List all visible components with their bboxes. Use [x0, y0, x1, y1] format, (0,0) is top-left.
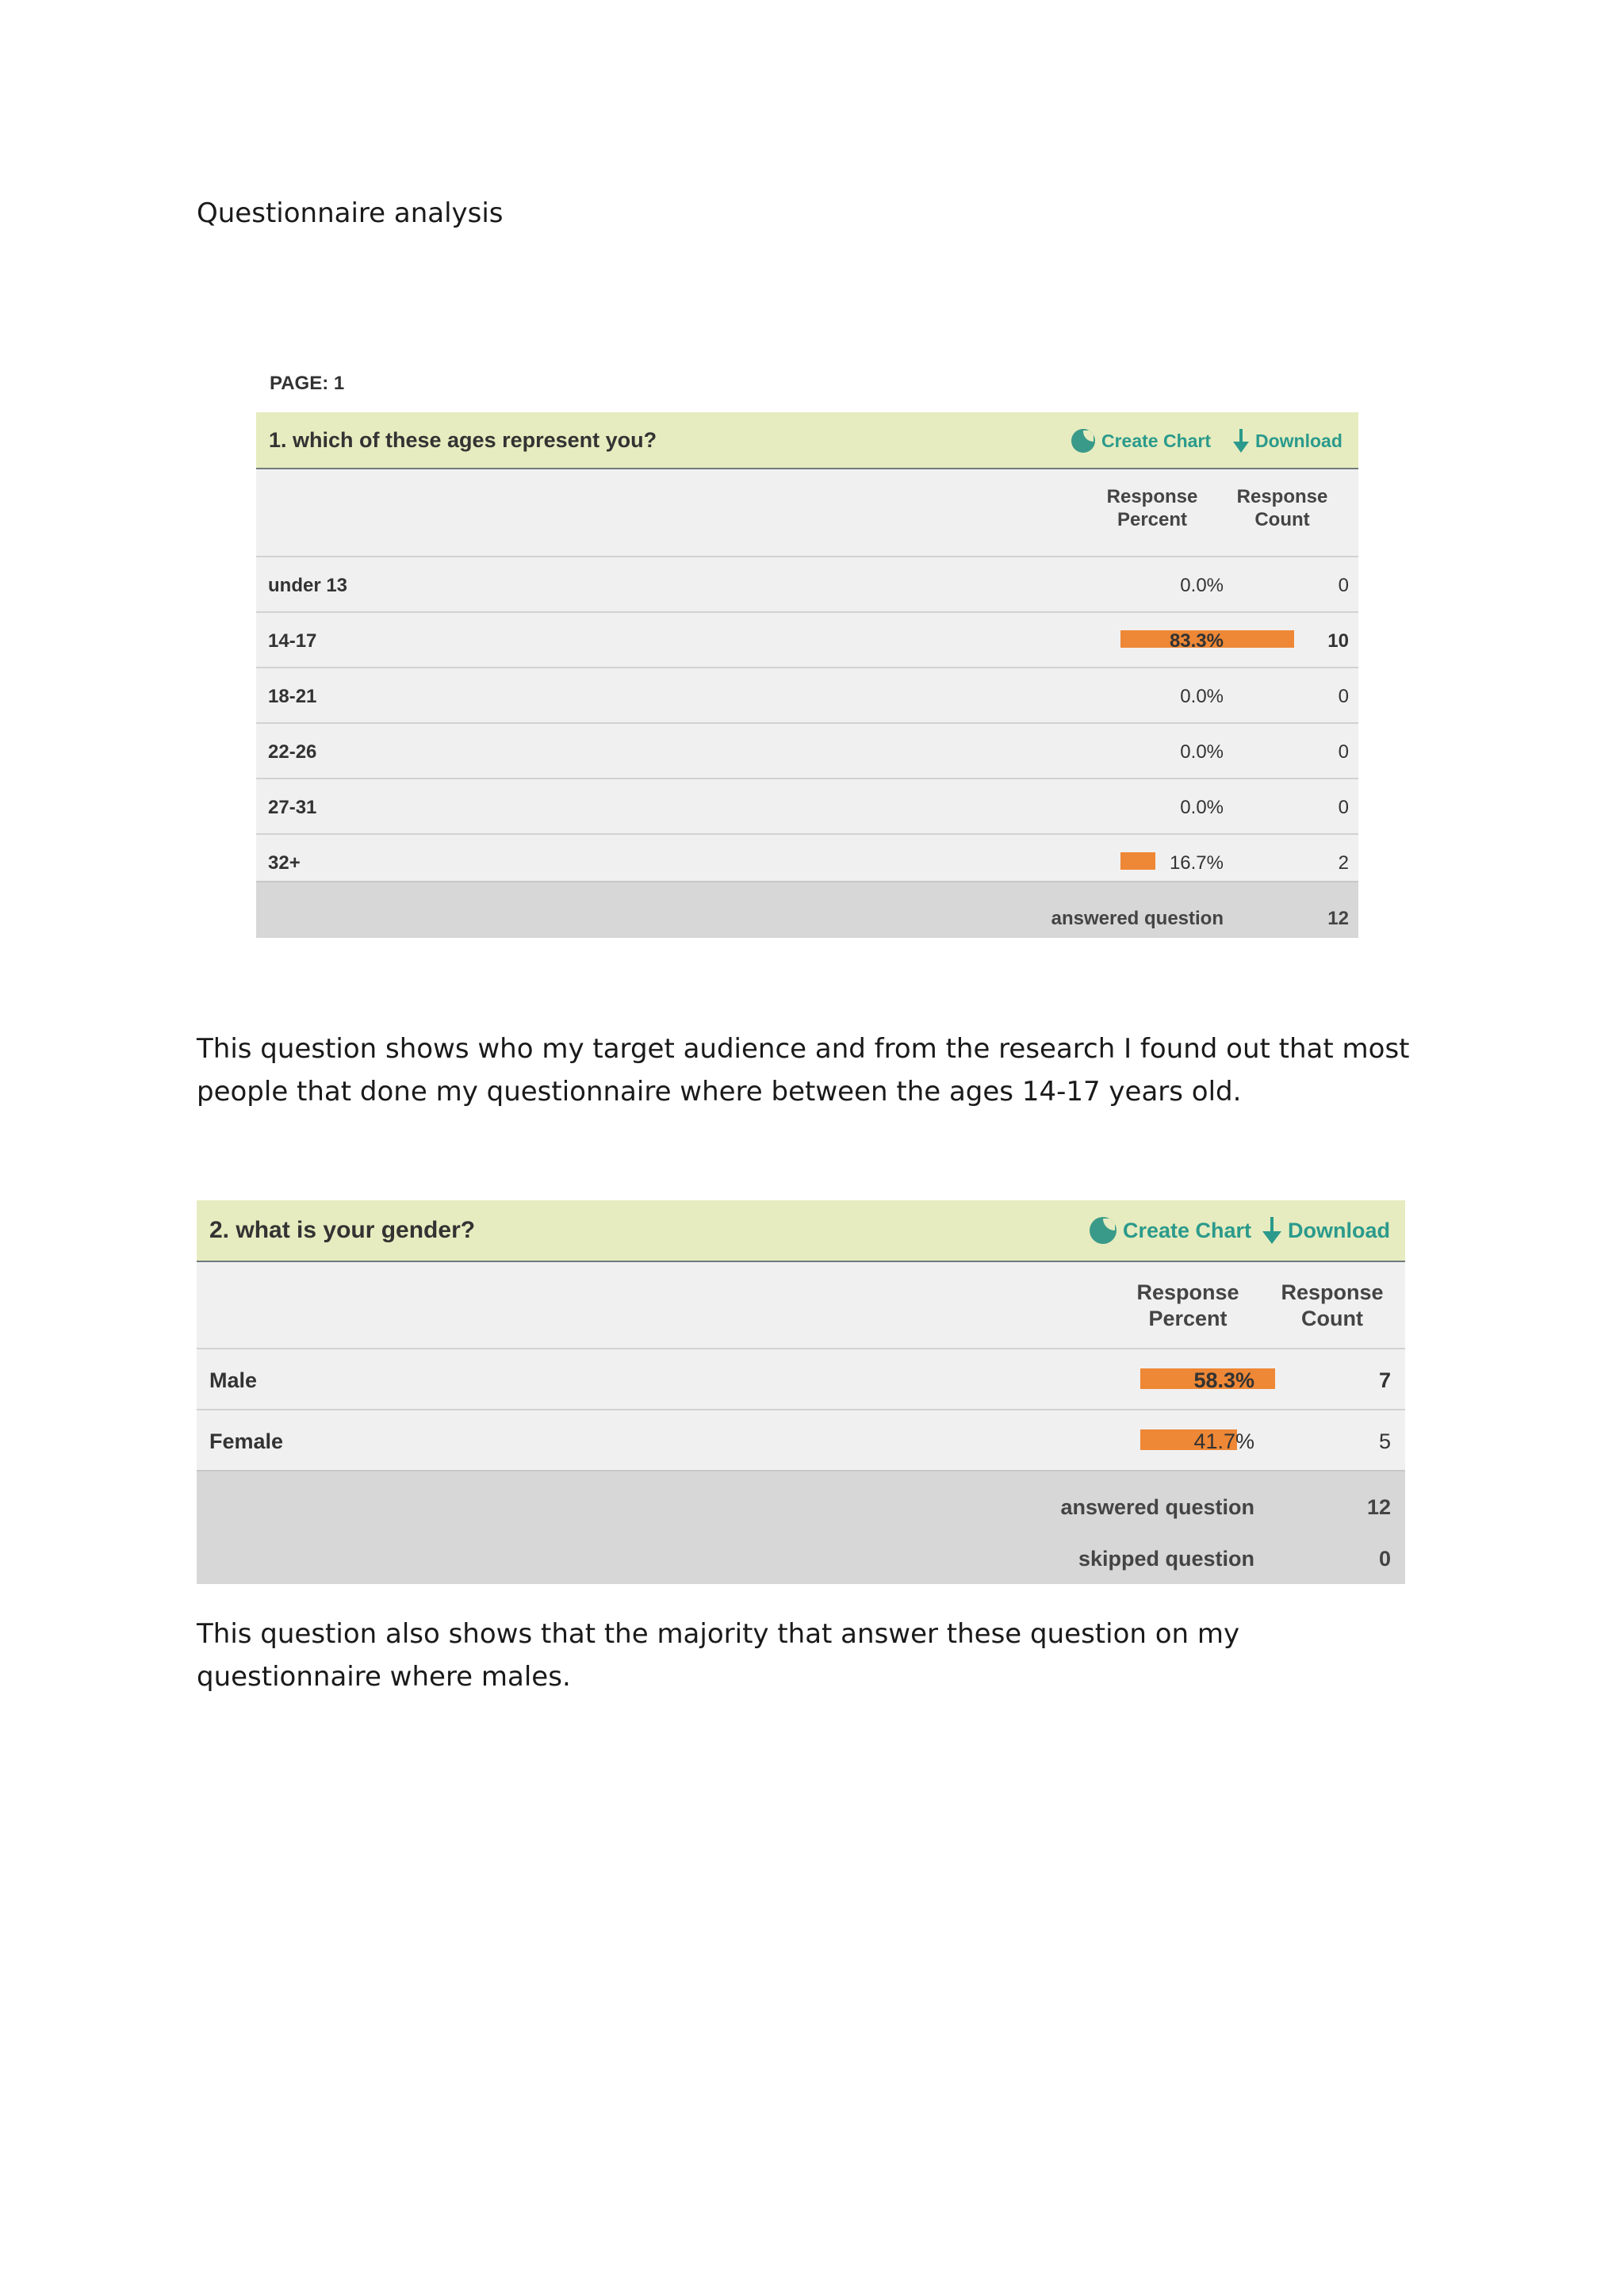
document-title: Questionnaire analysis	[197, 197, 504, 229]
table-row	[256, 556, 1358, 611]
row-percent: 0.0%	[1180, 741, 1224, 763]
row-count: 2	[1338, 852, 1349, 874]
question-1-table	[256, 412, 1358, 938]
row-percent: 83.3%	[1169, 630, 1224, 652]
question-2-summary	[197, 1470, 1405, 1584]
question-2-header	[197, 1200, 1405, 1262]
create-chart-label: Create Chart	[1101, 430, 1212, 451]
answered-question-label: answered question	[1051, 908, 1224, 929]
row-percent: 0.0%	[1180, 797, 1224, 818]
question-1-title: 1. which of these ages represent you?	[269, 428, 657, 452]
answered-question-label: answered question	[1060, 1495, 1254, 1519]
row-count: 7	[1378, 1368, 1391, 1392]
row-label: Female	[209, 1429, 284, 1453]
row-label: under 13	[268, 575, 348, 596]
skipped-question-label: skipped question	[1078, 1547, 1254, 1571]
response-bar	[1120, 852, 1155, 870]
row-label: Male	[209, 1368, 258, 1392]
answered-question-value: 12	[1327, 908, 1349, 929]
download-button[interactable]	[1262, 1217, 1390, 1244]
table-row	[256, 778, 1358, 833]
download-arrow-icon	[1233, 429, 1249, 453]
download-label: Download	[1288, 1218, 1390, 1242]
table-row	[256, 611, 1358, 667]
table-row	[197, 1409, 1405, 1470]
table-row	[197, 1348, 1405, 1409]
download-label: Download	[1255, 430, 1342, 451]
row-label: 18-21	[268, 686, 317, 707]
question-1-summary	[256, 881, 1358, 938]
row-label: 27-31	[268, 797, 317, 818]
create-chart-label: Create Chart	[1123, 1218, 1252, 1242]
skipped-question-value: 0	[1378, 1547, 1391, 1571]
pie-chart-icon	[1090, 1217, 1116, 1244]
question-2-table	[197, 1200, 1405, 1584]
row-label: 32+	[268, 852, 301, 874]
row-count: 0	[1338, 741, 1349, 763]
row-count: 0	[1338, 797, 1349, 818]
row-percent: 0.0%	[1180, 575, 1224, 596]
row-percent: 16.7%	[1169, 852, 1224, 874]
create-chart-button[interactable]	[1071, 429, 1211, 453]
row-label: 22-26	[268, 741, 317, 763]
analysis-paragraph-1: This question shows who my target audience and from the research I found out that most people that done my questionnaire where between the ages 14-17 years old.	[197, 1033, 1410, 1108]
answered-question-value: 12	[1366, 1495, 1391, 1519]
row-count: 5	[1378, 1429, 1391, 1453]
row-label: 14-17	[268, 630, 317, 652]
row-percent: 0.0%	[1180, 686, 1224, 707]
question-2-title: 2. what is your gender?	[209, 1217, 476, 1243]
page-label: PAGE: 1	[270, 373, 345, 394]
response-percent-header: Response Percent	[1106, 486, 1198, 531]
row-count: 0	[1338, 686, 1349, 707]
question-1-header	[256, 412, 1358, 469]
analysis-paragraph-2: This question also shows that the majority that answer these question on my questionnaire where males.	[197, 1618, 1240, 1693]
row-percent: 41.7%	[1193, 1429, 1254, 1453]
table-row	[256, 722, 1358, 778]
table-row	[256, 667, 1358, 722]
pie-chart-icon	[1071, 429, 1095, 453]
row-count: 10	[1327, 630, 1349, 652]
response-count-header: Response Count	[1236, 486, 1328, 531]
create-chart-button[interactable]	[1090, 1217, 1251, 1244]
response-count-header: Response Count	[1281, 1280, 1384, 1330]
download-arrow-icon	[1262, 1217, 1281, 1244]
download-button[interactable]	[1233, 429, 1342, 453]
response-percent-header: Response Percent	[1136, 1280, 1239, 1330]
row-count: 0	[1338, 575, 1349, 596]
row-percent: 58.3%	[1193, 1368, 1254, 1392]
